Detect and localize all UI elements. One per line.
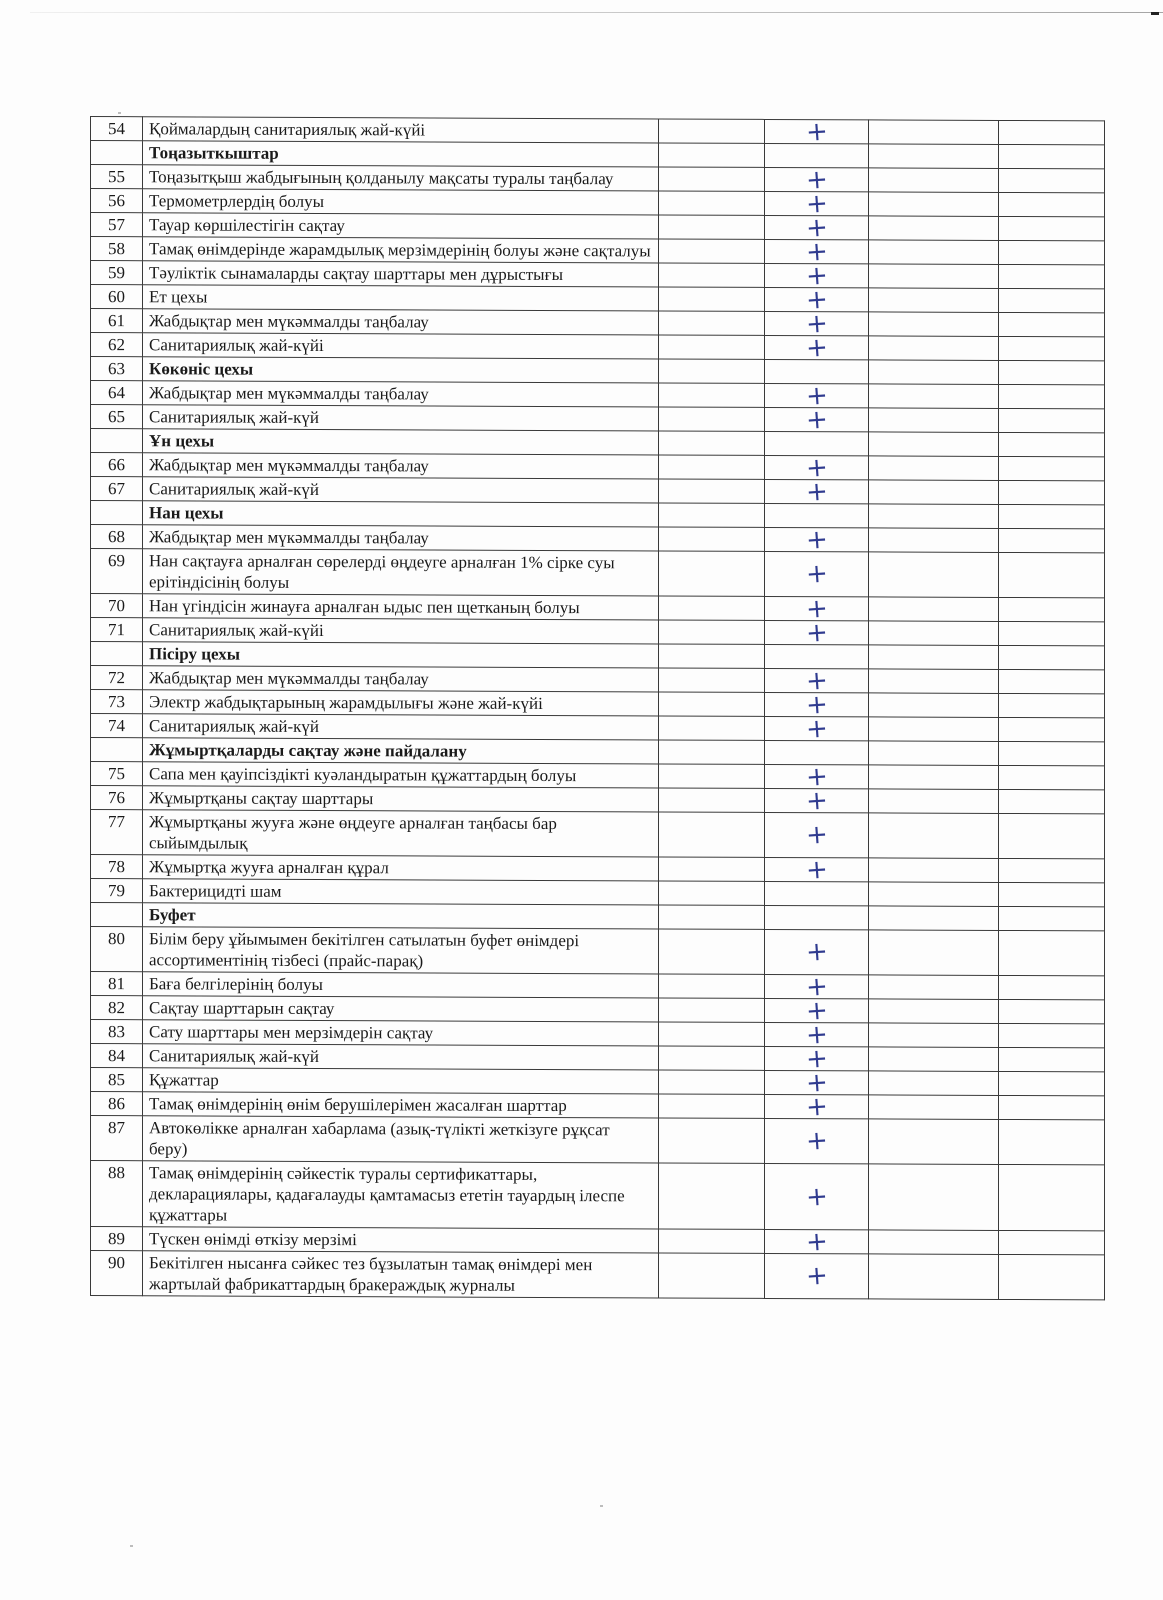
check-mark-cell	[765, 115, 869, 148]
checklist-row	[91, 927, 1105, 976]
empty-cell	[869, 858, 999, 883]
section-title: Ұн цехы	[143, 429, 659, 455]
empty-cell	[999, 1119, 1105, 1164]
row-number: 67	[91, 477, 143, 501]
empty-cell	[659, 596, 765, 620]
handwritten-plus-mark: +	[804, 784, 829, 817]
check-mark-cell	[765, 905, 869, 929]
check-mark-cell	[765, 523, 869, 556]
handwritten-plus-mark: +	[804, 712, 829, 745]
row-number: 64	[91, 381, 143, 405]
handwritten-plus-mark: +	[804, 475, 829, 508]
empty-cell	[659, 551, 765, 596]
empty-cell	[869, 906, 999, 931]
empty-cell	[999, 765, 1105, 789]
handwritten-plus-mark: +	[804, 558, 829, 590]
empty-cell	[999, 408, 1105, 432]
row-number: 83	[91, 1020, 143, 1044]
check-mark-cell	[765, 784, 869, 817]
row-number: 66	[91, 453, 143, 477]
requirement-text: Жабдықтар мен мүкәммалды таңбалау	[143, 666, 659, 692]
requirement-text: Ет цехы	[143, 285, 659, 311]
requirement-text: Жабдықтар мен мүкәммалды таңбалау	[143, 381, 659, 407]
empty-cell	[869, 384, 999, 409]
row-number: 62	[91, 333, 143, 357]
empty-cell	[999, 597, 1105, 621]
handwritten-plus-mark: +	[804, 259, 829, 292]
empty-cell	[869, 1095, 999, 1120]
empty-cell	[869, 1071, 999, 1096]
requirement-text: Тамақ өнімдерінің сәйкестік туралы сертификаттары, декларациялары, қадағалауды қамтамасыз ететін тауардың ілеспе құжаттары	[143, 1161, 659, 1229]
requirement-text: Бекітілген нысанға сәйкес тез бұзылатын тамақ өнімдері мен жартылай фабрикаттардың бракераждық журналы	[143, 1251, 659, 1298]
handwritten-plus-mark: +	[804, 994, 829, 1027]
requirement-text: Жабдықтар мен мүкәммалды таңбалау	[143, 309, 659, 335]
requirement-text: Жұмыртқаны жууға және өңдеуге арналған таңбасы бар сыйымдылық	[143, 810, 659, 857]
handwritten-plus-mark: +	[804, 853, 829, 886]
empty-cell	[659, 812, 765, 857]
row-number: 75	[91, 762, 143, 786]
handwritten-plus-mark: +	[804, 283, 829, 316]
empty-cell	[659, 974, 765, 998]
empty-cell	[659, 740, 765, 764]
row-number	[91, 141, 143, 165]
handwritten-plus-mark: +	[804, 688, 829, 721]
empty-cell	[999, 552, 1105, 597]
empty-cell	[999, 456, 1105, 480]
empty-cell	[999, 669, 1105, 693]
empty-cell	[869, 789, 999, 814]
requirement-text: Жұмыртқаны сақтау шарттары	[143, 786, 659, 812]
empty-cell	[659, 929, 765, 974]
checklist-row	[91, 1116, 1105, 1165]
row-number: 72	[91, 666, 143, 690]
empty-cell	[659, 764, 765, 788]
row-number: 84	[91, 1044, 143, 1068]
row-number: 68	[91, 525, 143, 549]
checklist-row	[91, 810, 1105, 859]
handwritten-plus-mark: +	[804, 163, 829, 196]
requirement-text: Тоңазытқыш жабдығының қолданылу мақсаты туралы таңбалау	[143, 165, 659, 191]
handwritten-plus-mark: +	[804, 331, 829, 364]
requirement-text: Тауар көршілестігін сақтау	[143, 213, 659, 239]
row-number: 74	[91, 714, 143, 738]
row-number: 79	[91, 879, 143, 903]
empty-cell	[659, 431, 765, 455]
handwritten-plus-mark: +	[804, 970, 829, 1003]
empty-cell	[659, 620, 765, 644]
empty-cell	[659, 1229, 765, 1253]
empty-cell	[659, 503, 765, 527]
handwritten-plus-mark: +	[804, 936, 829, 968]
row-number: 90	[91, 1251, 143, 1296]
empty-cell	[999, 813, 1105, 858]
row-number	[91, 642, 143, 666]
empty-cell	[659, 287, 765, 311]
row-number: 85	[91, 1068, 143, 1092]
empty-cell	[659, 239, 765, 263]
row-number: 60	[91, 285, 143, 309]
requirement-text: Сату шарттары мен мерзімдерін сақтау	[143, 1020, 659, 1046]
handwritten-plus-mark: +	[804, 451, 829, 484]
empty-cell	[869, 621, 999, 646]
empty-cell	[869, 765, 999, 790]
scan-top-rule	[30, 12, 1163, 13]
empty-cell	[999, 906, 1105, 930]
empty-cell	[999, 312, 1105, 336]
requirement-text: Түскен өнімді өткізу мерзімі	[143, 1227, 659, 1253]
check-mark-cell	[765, 812, 869, 857]
handwritten-plus-mark: +	[804, 1042, 829, 1075]
handwritten-plus-mark: +	[804, 115, 829, 148]
row-number	[91, 501, 143, 525]
empty-cell	[999, 264, 1105, 288]
section-title: Тоңазыткыштар	[143, 141, 659, 167]
empty-cell	[999, 360, 1105, 384]
row-number: 86	[91, 1092, 143, 1116]
empty-cell	[999, 693, 1105, 717]
empty-cell	[869, 216, 999, 241]
row-number: 70	[91, 594, 143, 618]
empty-cell	[869, 480, 999, 505]
empty-cell	[869, 192, 999, 217]
requirement-text: Нан үгіндісін жинауға арналған ыдыс пен щетканың болуы	[143, 594, 659, 620]
empty-cell	[869, 645, 999, 670]
requirement-text: Санитариялық жай-күй	[143, 714, 659, 740]
empty-cell	[659, 1163, 765, 1229]
requirement-text: Санитариялық жай-күйі	[143, 618, 659, 644]
handwritten-plus-mark: +	[804, 403, 829, 436]
empty-cell	[869, 1254, 999, 1300]
empty-cell	[869, 1164, 999, 1231]
row-number: 82	[91, 996, 143, 1020]
empty-cell	[659, 692, 765, 716]
empty-cell	[659, 359, 765, 383]
check-mark-cell	[765, 475, 869, 508]
empty-cell	[869, 1119, 999, 1165]
requirement-text: Санитариялық жай-күй	[143, 405, 659, 431]
empty-cell	[869, 264, 999, 289]
row-number: 57	[91, 213, 143, 237]
checklist-rows	[91, 117, 1105, 1300]
empty-cell	[659, 407, 765, 431]
scan-speck	[600, 1505, 603, 1507]
empty-cell	[869, 1023, 999, 1048]
row-number: 55	[91, 165, 143, 189]
empty-cell	[869, 336, 999, 361]
handwritten-plus-mark: +	[804, 1018, 829, 1051]
handwritten-plus-mark: +	[804, 592, 829, 625]
empty-cell	[999, 384, 1105, 408]
row-number: 59	[91, 261, 143, 285]
empty-cell	[869, 999, 999, 1024]
requirement-text: Нан сақтауға арналған сөрелерді өңдеуге арналған 1% сірке суы ерітіндісінің болуы	[143, 549, 659, 596]
row-number: 56	[91, 189, 143, 213]
handwritten-plus-mark: +	[804, 1260, 829, 1292]
handwritten-plus-mark: +	[804, 187, 829, 220]
row-number: 58	[91, 237, 143, 261]
row-number: 65	[91, 405, 143, 429]
empty-cell	[659, 857, 765, 881]
empty-cell	[659, 455, 765, 479]
requirement-text: Электр жабдықтарының жарамдылығы және жай-күйі	[143, 690, 659, 716]
handwritten-plus-mark: +	[804, 235, 829, 268]
empty-cell	[999, 528, 1105, 552]
empty-cell	[869, 360, 999, 385]
empty-cell	[999, 645, 1105, 669]
handwritten-plus-mark: +	[804, 616, 829, 649]
empty-cell	[869, 669, 999, 694]
check-mark-cell	[765, 1225, 869, 1258]
check-mark-cell	[765, 929, 869, 974]
empty-cell	[869, 504, 999, 529]
empty-cell	[999, 288, 1105, 312]
section-title: Көкөніс цехы	[143, 357, 659, 383]
empty-cell	[659, 788, 765, 812]
empty-cell	[659, 215, 765, 239]
empty-cell	[869, 930, 999, 976]
empty-cell	[999, 1230, 1105, 1254]
empty-cell	[659, 668, 765, 692]
empty-cell	[659, 479, 765, 503]
empty-cell	[659, 191, 765, 215]
empty-cell	[869, 693, 999, 718]
empty-cell	[999, 1047, 1105, 1071]
check-mark-cell	[765, 551, 869, 596]
checklist-row	[91, 1251, 1105, 1300]
empty-cell	[999, 480, 1105, 504]
empty-cell	[869, 1047, 999, 1072]
empty-cell	[999, 717, 1105, 741]
empty-cell	[869, 813, 999, 859]
empty-cell	[869, 741, 999, 766]
requirement-text: Бактерицидті шам	[143, 879, 659, 905]
empty-cell	[659, 527, 765, 551]
empty-cell	[659, 263, 765, 287]
empty-cell	[869, 975, 999, 1000]
row-number: 80	[91, 927, 143, 972]
row-number: 78	[91, 855, 143, 879]
row-number: 61	[91, 309, 143, 333]
handwritten-plus-mark: +	[804, 1090, 829, 1123]
scan-speck	[118, 112, 121, 114]
empty-cell	[659, 119, 765, 143]
row-number: 81	[91, 972, 143, 996]
checklist-sheet	[90, 116, 1104, 1300]
requirement-text: Сақтау шарттарын сақтау	[143, 996, 659, 1022]
check-mark-cell	[765, 712, 869, 745]
empty-cell	[659, 167, 765, 191]
empty-cell	[659, 335, 765, 359]
check-mark-cell	[765, 853, 869, 886]
empty-cell	[999, 432, 1105, 456]
empty-cell	[659, 716, 765, 740]
handwritten-plus-mark: +	[804, 523, 829, 556]
handwritten-plus-mark: +	[804, 1225, 829, 1258]
row-number	[91, 429, 143, 453]
requirement-text: Санитариялық жай-күй	[143, 1044, 659, 1070]
empty-cell	[869, 717, 999, 742]
empty-cell	[869, 144, 999, 169]
empty-cell	[869, 312, 999, 337]
row-number	[91, 738, 143, 762]
handwritten-plus-mark: +	[804, 760, 829, 793]
requirement-text: Санитариялық жай-күй	[143, 477, 659, 503]
empty-cell	[869, 456, 999, 481]
requirement-text: Термометрлердің болуы	[143, 189, 659, 215]
requirement-text: Жабдықтар мен мүкәммалды таңбалау	[143, 453, 659, 479]
section-title: Жұмыртқаларды сақтау және пайдалану	[143, 738, 659, 764]
empty-cell	[999, 741, 1105, 765]
empty-cell	[869, 528, 999, 553]
empty-cell	[659, 881, 765, 905]
empty-cell	[659, 1022, 765, 1046]
empty-cell	[869, 120, 999, 145]
row-number: 73	[91, 690, 143, 714]
handwritten-plus-mark: +	[804, 664, 829, 697]
requirement-text: Автокөлікке арналған хабарлама (азық-түлікті жеткізуге рұқсат беру)	[143, 1116, 659, 1163]
empty-cell	[999, 789, 1105, 813]
checklist-table	[90, 116, 1105, 1300]
empty-cell	[869, 597, 999, 622]
requirement-text: Құжаттар	[143, 1068, 659, 1094]
check-mark-cell	[765, 616, 869, 649]
section-title: Пісіру цехы	[143, 642, 659, 668]
empty-cell	[659, 905, 765, 929]
empty-cell	[659, 644, 765, 668]
check-mark-cell	[765, 1090, 869, 1123]
empty-cell	[999, 168, 1105, 192]
empty-cell	[999, 1254, 1105, 1299]
section-title: Буфет	[143, 903, 659, 929]
empty-cell	[999, 1164, 1105, 1230]
check-mark-cell	[765, 403, 869, 436]
empty-cell	[869, 882, 999, 907]
checklist-row	[91, 549, 1105, 598]
empty-cell	[869, 288, 999, 313]
empty-cell	[999, 120, 1105, 144]
row-number: 71	[91, 618, 143, 642]
empty-cell	[659, 1046, 765, 1070]
check-mark-cell	[765, 1118, 869, 1163]
empty-cell	[999, 192, 1105, 216]
row-number	[91, 903, 143, 927]
empty-cell	[659, 998, 765, 1022]
handwritten-plus-mark: +	[804, 307, 829, 340]
empty-cell	[999, 240, 1105, 264]
requirement-text: Тамақ өнімдерінің өнім берушілерімен жасалған шарттар	[143, 1092, 659, 1118]
empty-cell	[659, 383, 765, 407]
empty-cell	[659, 311, 765, 335]
empty-cell	[999, 975, 1105, 999]
handwritten-plus-mark: +	[804, 211, 829, 244]
empty-cell	[999, 1095, 1105, 1119]
row-number: 88	[91, 1161, 143, 1227]
requirement-text: Сапа мен қауіпсіздікті куәландыратын құжаттардың болуы	[143, 762, 659, 788]
empty-cell	[869, 408, 999, 433]
empty-cell	[999, 1023, 1105, 1047]
empty-cell	[869, 240, 999, 265]
requirement-text: Тәуліктік сынамаларды сақтау шарттары мен дұрыстығы	[143, 261, 659, 287]
check-mark-cell	[765, 331, 869, 364]
handwritten-plus-mark: +	[804, 1125, 829, 1157]
empty-cell	[999, 504, 1105, 528]
empty-cell	[999, 858, 1105, 882]
empty-cell	[999, 144, 1105, 168]
empty-cell	[999, 621, 1105, 645]
row-number: 87	[91, 1116, 143, 1161]
empty-cell	[999, 882, 1105, 906]
requirement-text: Тамақ өнімдерінде жарамдылық мерзімдерінің болуы және сақталуы	[143, 237, 659, 263]
row-number: 76	[91, 786, 143, 810]
handwritten-plus-mark: +	[804, 819, 829, 851]
empty-cell	[869, 552, 999, 598]
check-mark-cell	[765, 1253, 869, 1298]
empty-cell	[659, 1094, 765, 1118]
row-number: 77	[91, 810, 143, 855]
handwritten-plus-mark: +	[804, 1180, 829, 1213]
empty-cell	[869, 168, 999, 193]
check-mark-cell	[765, 1163, 869, 1229]
empty-cell	[869, 1230, 999, 1255]
handwritten-plus-mark: +	[804, 379, 829, 412]
row-number: 63	[91, 357, 143, 381]
empty-cell	[659, 143, 765, 167]
checklist-row	[91, 1161, 1105, 1231]
requirement-text: Баға белгілерінің болуы	[143, 972, 659, 998]
handwritten-plus-mark: +	[804, 1066, 829, 1099]
row-number: 69	[91, 549, 143, 594]
empty-cell	[659, 1118, 765, 1163]
requirement-text: Жұмыртқа жууға арналған құрал	[143, 855, 659, 881]
row-number: 54	[91, 117, 143, 141]
section-title: Нан цехы	[143, 501, 659, 527]
empty-cell	[659, 1070, 765, 1094]
requirement-text: Жабдықтар мен мүкәммалды таңбалау	[143, 525, 659, 551]
requirement-text: Санитариялық жай-күйі	[143, 333, 659, 359]
requirement-text: Қоймалардың санитариялық жай-күйі	[143, 117, 659, 143]
row-number: 89	[91, 1227, 143, 1251]
empty-cell	[999, 216, 1105, 240]
empty-cell	[999, 930, 1105, 975]
empty-cell	[999, 336, 1105, 360]
empty-cell	[869, 432, 999, 457]
requirement-text: Білім беру ұйымымен бекітілген сатылатын буфет өнімдері ассортиментінің тізбесі (прайс-парақ)	[143, 927, 659, 974]
scan-corner-mark	[1151, 12, 1159, 15]
empty-cell	[659, 1253, 765, 1298]
empty-cell	[999, 999, 1105, 1023]
empty-cell	[999, 1071, 1105, 1095]
scan-speck	[130, 1545, 133, 1547]
